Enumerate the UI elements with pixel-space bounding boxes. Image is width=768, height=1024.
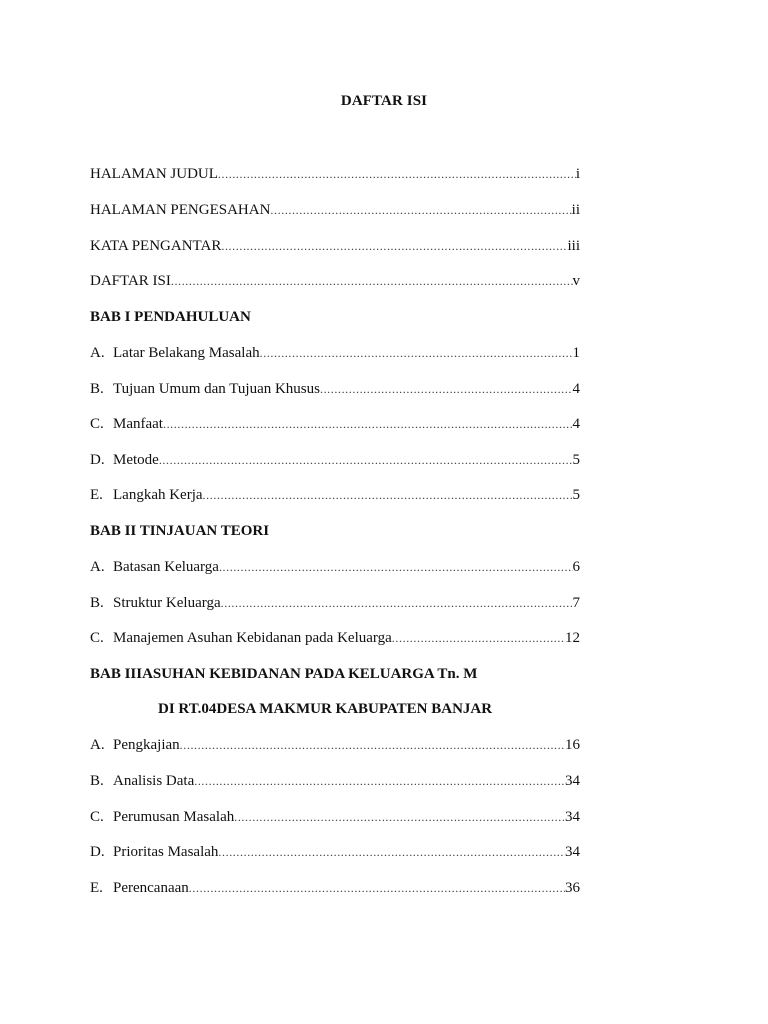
toc-page-number: 6 [572,559,580,575]
toc-entry-text: Latar Belakang Masalah [113,345,260,361]
toc-page-number: 4 [572,381,580,397]
toc-entry-bab1-a [90,343,580,363]
toc-entry-bab3-e [90,878,580,898]
dot-leader [203,485,573,505]
toc-entry-letter: E. [90,880,103,896]
toc-entry-bab3-a [90,735,580,755]
toc-entry-label [90,450,159,470]
toc-entry-bab3-c [90,807,580,827]
toc-entry-text: Langkah Kerja [113,487,203,503]
toc-entry-label [90,807,234,827]
dot-leader [163,414,573,434]
toc-entry-text: Perumusan Masalah [113,809,235,825]
dot-leader [194,771,565,791]
toc-entry-text: Pengkajian [113,737,180,753]
toc-entry-text: Batasan Keluarga [113,559,219,575]
dot-leader [260,343,573,363]
toc-entry-letter: B. [90,773,104,789]
dot-leader [159,450,573,470]
toc-entry-text: Manajemen Asuhan Kebidanan pada Keluarga [113,630,392,646]
chapter-heading-bab-1: BAB I PENDAHULUAN [90,309,251,325]
toc-entry-label [90,735,180,755]
toc-page-number: 1 [572,345,580,361]
toc-entry-text: Manfaat [113,416,163,432]
toc-entry-letter: A. [90,345,105,361]
toc-page-number: v [572,273,580,289]
toc-entry-label: KATA PENGANTAR [90,238,222,254]
toc-entry-letter: A. [90,737,105,753]
toc-entry-label [90,771,194,791]
toc-entry-bab3-d [90,842,580,862]
toc-entry-letter: C. [90,809,104,825]
toc-entry-letter: D. [90,452,105,468]
chapter-heading-bab-3-continued: DI RT.04DESA MAKMUR KABUPATEN BANJAR [158,701,493,717]
toc-entry-label [90,628,392,648]
toc-entry-label [90,557,219,577]
toc-entry-text: Perencanaan [113,880,189,896]
toc-entry-label [90,593,221,613]
toc-page-number: i [575,166,580,182]
toc-page-number: iii [567,238,580,254]
toc-page-number: 36 [565,880,580,896]
dot-leader [189,878,565,898]
dot-leader [171,271,573,291]
toc-page-number: 34 [565,773,580,789]
toc-entry-bab1-c [90,414,580,434]
toc-page-number: 34 [565,809,580,825]
toc-page-number: 5 [572,487,580,503]
chapter-heading-bab-3: BAB IIIASUHAN KEBIDANAN PADA KELUARGA Tn. M [90,666,478,682]
toc-entry-halaman-pengesahan [90,200,580,220]
toc-entry-kata-pengantar [90,236,580,256]
dot-leader [219,557,573,577]
toc-entry-label [90,343,260,363]
toc-entry-letter: C. [90,416,104,432]
toc-entry-label: HALAMAN JUDUL [90,166,218,182]
toc-entry-label [90,414,163,434]
toc-entry-letter: D. [90,844,105,860]
toc-page-number: 5 [572,452,580,468]
toc-entry-letter: E. [90,487,103,503]
toc-entry-label [90,842,218,862]
toc-page-number: ii [571,202,580,218]
dot-leader [392,628,565,648]
toc-entry-text: Prioritas Masalah [113,844,219,860]
toc-page-number: 12 [565,630,580,646]
dot-leader [180,735,565,755]
chapter-heading-bab-2: BAB II TINJAUAN TEORI [90,523,270,539]
toc-entry-halaman-judul [90,164,580,184]
toc-page-number: 34 [565,844,580,860]
page-title: DAFTAR ISI [340,93,428,109]
toc-entry-label: HALAMAN PENGESAHAN [90,202,271,218]
dot-leader [234,807,565,827]
toc-entry-letter: B. [90,381,104,397]
toc-entry-bab1-d [90,450,580,470]
toc-page-number: 16 [565,737,580,753]
toc-entry-label [90,379,320,399]
toc-entry-text: Metode [113,452,159,468]
dot-leader [270,200,571,220]
toc-entry-daftar-isi [90,271,580,291]
toc-entry-label [90,485,203,505]
toc-entry-bab1-e [90,485,580,505]
toc-entry-text: Analisis Data [113,773,195,789]
toc-entry-letter: C. [90,630,104,646]
dot-leader [320,379,573,399]
toc-page-number: 7 [572,595,580,611]
toc-entry-bab2-c [90,628,580,648]
dot-leader [218,842,565,862]
toc-entry-label: DAFTAR ISI [90,273,171,289]
toc-entry-label [90,878,189,898]
toc-page-number: 4 [572,416,580,432]
toc-entry-bab3-b [90,771,580,791]
toc-entry-bab2-b [90,593,580,613]
toc-entry-letter: A. [90,559,105,575]
dot-leader [218,164,576,184]
dot-leader [221,593,573,613]
toc-entry-text: Struktur Keluarga [113,595,221,611]
toc-entry-text: Tujuan Umum dan Tujuan Khusus [113,381,320,397]
toc-entry-bab1-b [90,379,580,399]
toc-entry-letter: B. [90,595,104,611]
toc-entry-bab2-a [90,557,580,577]
dot-leader [221,236,567,256]
